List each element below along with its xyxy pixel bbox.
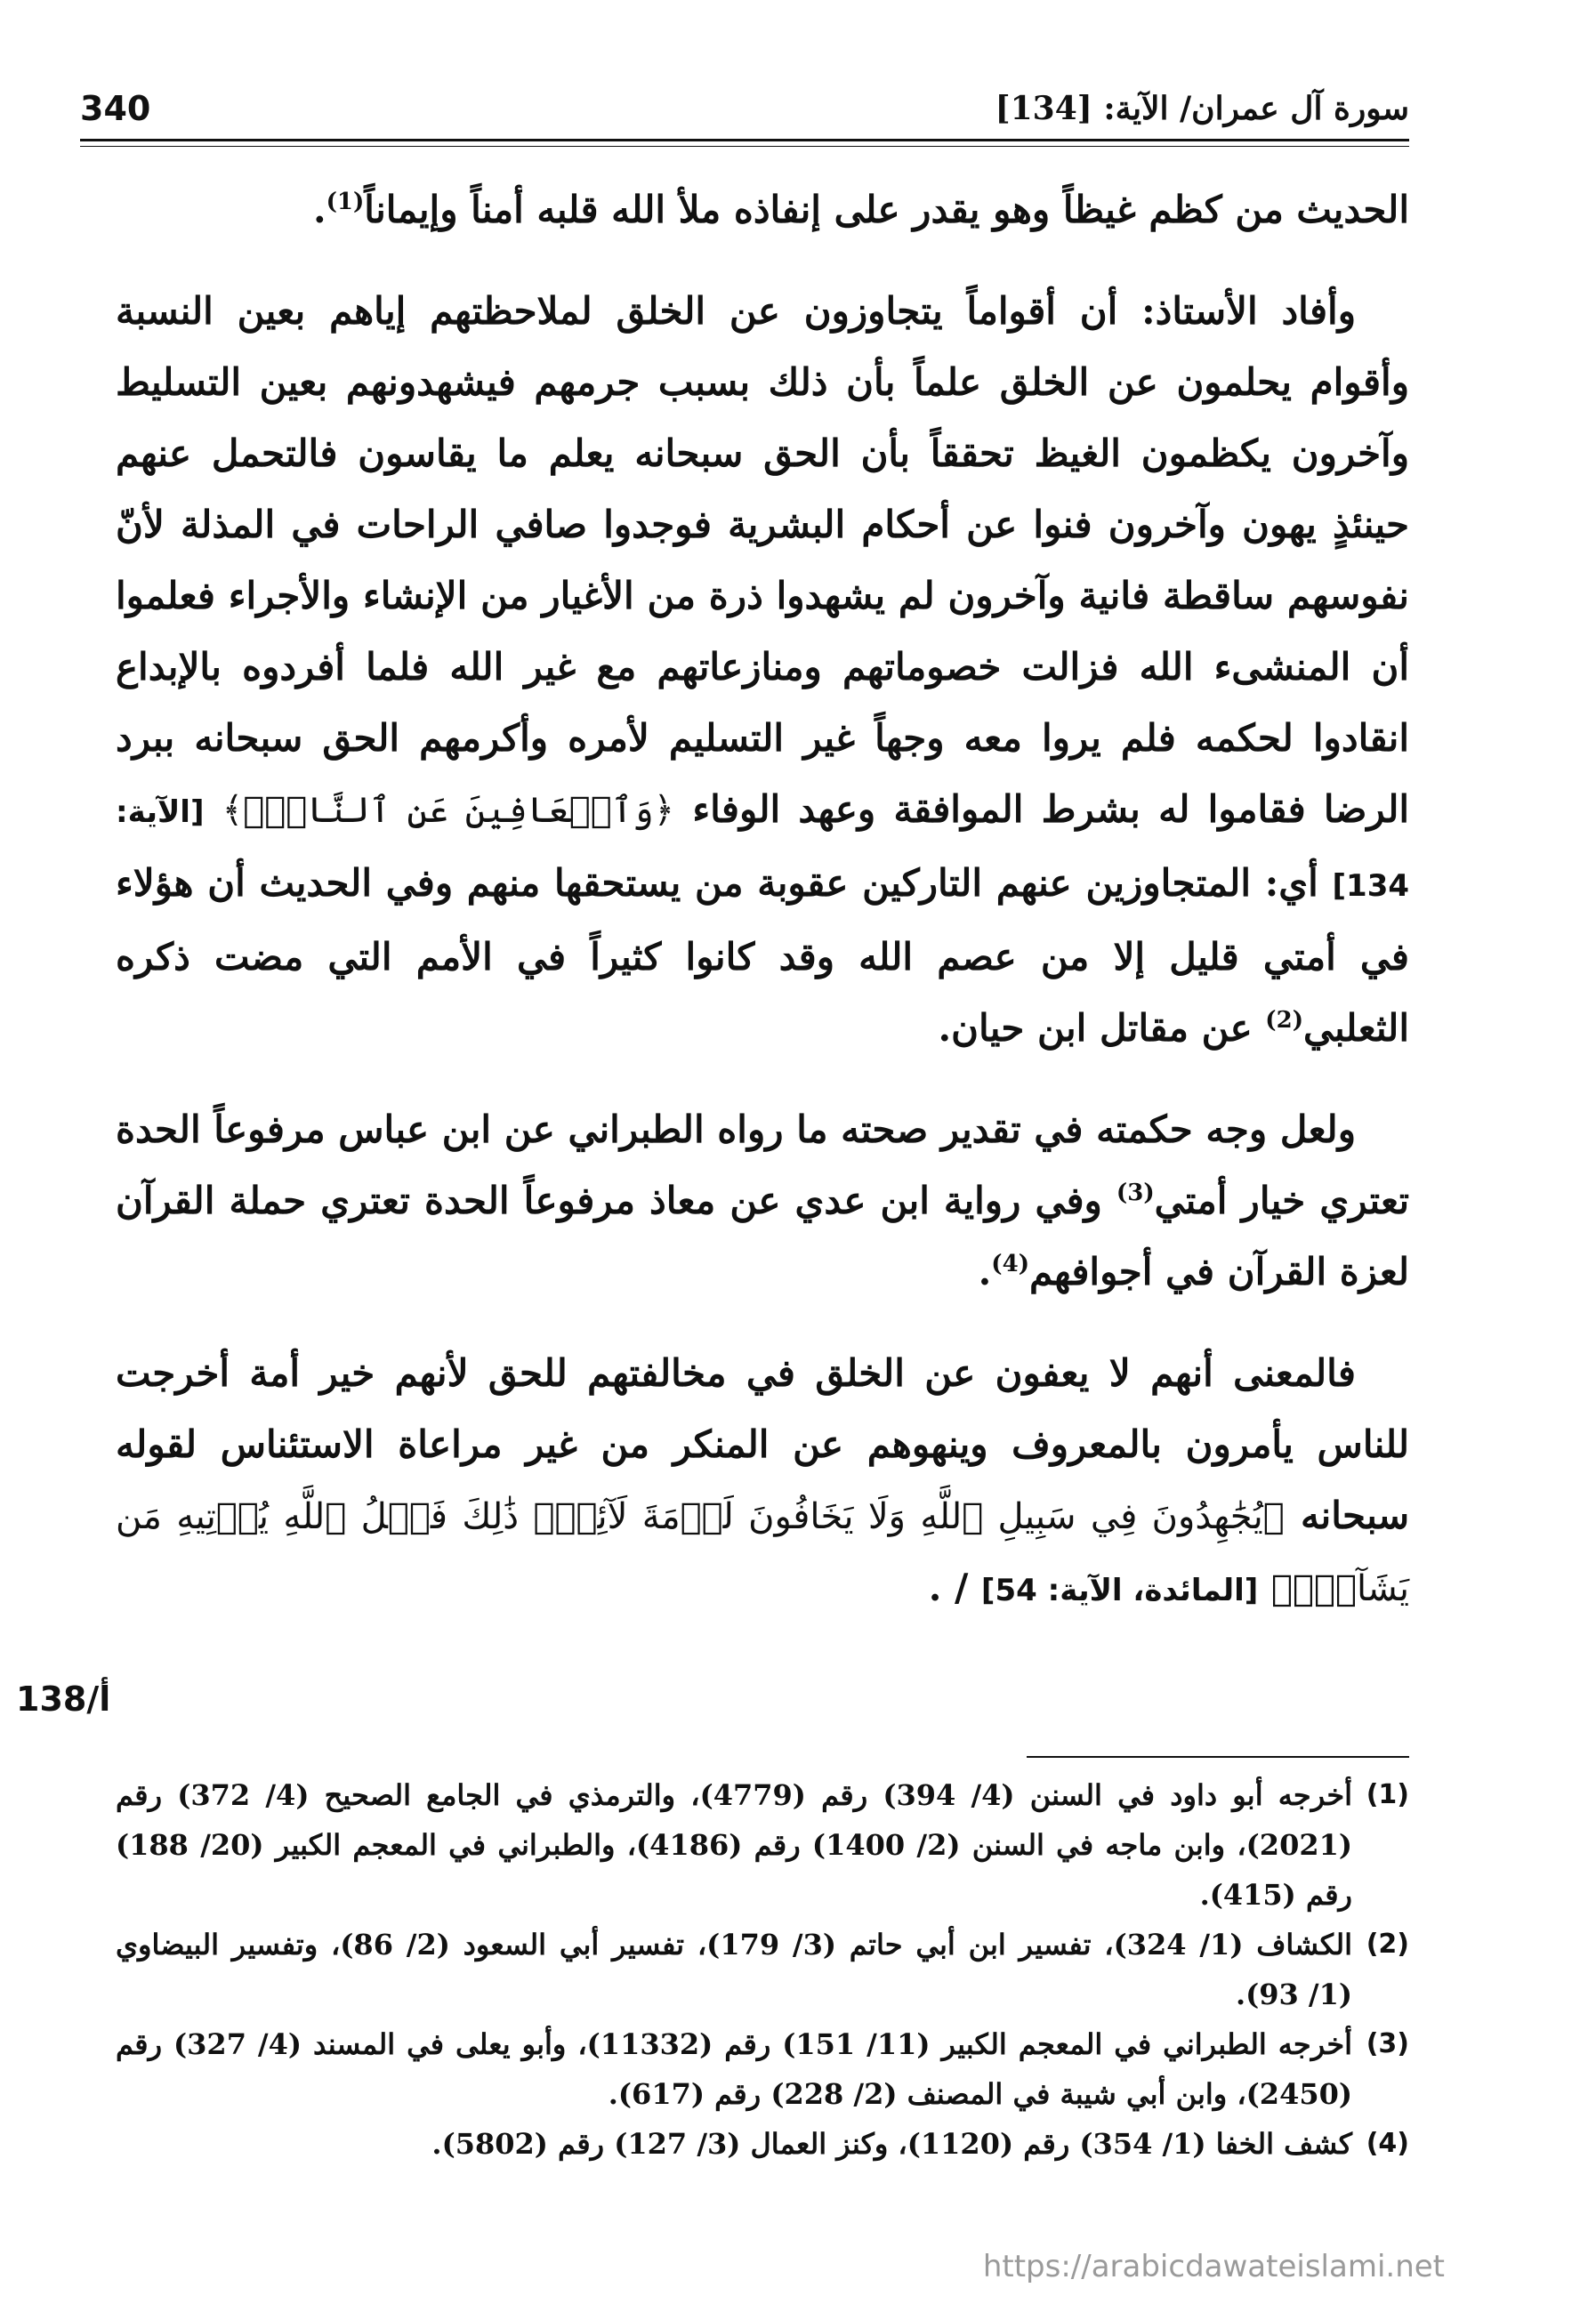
footnote-number: (3) bbox=[1366, 2028, 1409, 2059]
paragraph-3-end: . bbox=[978, 1250, 992, 1293]
header-rule bbox=[80, 139, 1409, 141]
paragraph-1-end: . bbox=[312, 188, 326, 231]
quran-verse-1: ﴿وَٱلۡعَافِينَ عَنِ ٱلنَّاسِۗ﴾ bbox=[222, 790, 675, 831]
page-header bbox=[80, 82, 1409, 135]
footnote-item bbox=[116, 1770, 1409, 1920]
paragraph-2-end: عن مقاتل ابن حيان. bbox=[938, 1006, 1253, 1050]
header-rule-thin bbox=[80, 146, 1409, 147]
paragraph-4-text-before: فالمعنى أنهم لا يعفون عن الخلق في مخالفتهم للحق لأنهم خير أمة أخرجت للناس يأمرون بالمعروف وينهوهم عن المنكر من غير مراعاة الاستئناس لقوله سبحانه bbox=[116, 1351, 1410, 1537]
paragraph-3 bbox=[116, 1094, 1409, 1308]
footnotes bbox=[116, 1770, 1409, 2169]
footnote-item bbox=[116, 2019, 1409, 2119]
paragraph-3-text-before: ولعل وجه حكمته في تقدير صحته ما رواه الطبراني عن ابن عباس مرفوعاً الحدة تعتري خيار أمتي bbox=[116, 1108, 1410, 1222]
page-number: 340 bbox=[80, 89, 151, 128]
paragraph-1 bbox=[116, 174, 1409, 246]
manuscript-folio-marker: 138/أ bbox=[16, 1680, 111, 1719]
paragraph-4 bbox=[116, 1338, 1409, 1626]
paragraph-3-text-mid: وفي رواية ابن عدي عن معاذ مرفوعاً الحدة تعتري حملة القرآن لعزة القرآن في أجوافهم bbox=[116, 1179, 1409, 1293]
quran-verse-2: ﴿يُجَٰهِدُونَ فِي سَبِيلِ ٱللَّهِ وَلَا يَخَافُونَ لَوۡمَةَ لَآئِمٖۚ ذَٰلِكَ فَضۡلُ ٱللَّهِ يُؤۡتِيهِ مَن يَشَآءُۚ﴾ bbox=[116, 1496, 1409, 1609]
footnote-ref-4: (4) bbox=[991, 1251, 1030, 1277]
footnote-ref-3: (3) bbox=[1116, 1180, 1155, 1206]
footnote-ref-1: (1) bbox=[326, 189, 365, 215]
footnote-number: (4) bbox=[1366, 2128, 1409, 2159]
footnote-separator bbox=[1027, 1756, 1409, 1758]
footnote-text: أخرجه الطبراني في المعجم الكبير (11/ 151) رقم (11332)، وأبو يعلى في المسند (4/ 327) رقم (2450)، وابن أبي شيبة في المصنف (2/ 228) رقم (617). bbox=[116, 2027, 1353, 2111]
paragraph-4-end: / . bbox=[928, 1566, 969, 1609]
footnote-text: كشف الخفا (1/ 354) رقم (1120)، وكنز العمال (3/ 127) رقم (5802). bbox=[431, 2127, 1352, 2161]
footnote-item bbox=[116, 2119, 1409, 2169]
paragraph-2 bbox=[116, 276, 1409, 1064]
footnote-text: الكشاف (1/ 324)، تفسير ابن أبي حاتم (3/ 179)، تفسير أبي السعود (2/ 86)، وتفسير البيضاوي (1/ 93). bbox=[116, 1928, 1353, 2011]
paragraph-2-text-after: أي: المتجاوزين عنهم التاركين عقوبة من يستحقها منهم وفي الحديث أن هؤلاء في أمتي قليل إلا من عصم الله وقد كانوا كثيراً في الأمم التي مضت ذكره الثعلبي bbox=[116, 861, 1409, 1050]
running-head: سورة آل عمران/ الآية: [134] bbox=[995, 90, 1409, 127]
watermark-url: https://arabicdawateislami.net bbox=[982, 2249, 1445, 2284]
footnote-number: (2) bbox=[1366, 1929, 1409, 1960]
footnote-item bbox=[116, 1920, 1409, 2019]
verse-ref-2: [المائدة، الآية: 54] bbox=[980, 1573, 1259, 1608]
footnote-ref-2: (2) bbox=[1265, 1007, 1303, 1034]
paragraph-2-text-before: وأفاد الأستاذ: أن أقواماً يتجاوزون عن الخلق لملاحظتهم إياهم بعين النسبة وأقوام يحلمون عن الخلق علماً بأن ذلك بسبب جرمهم فيشهدونهم بعين التسليط وآخرون يكظمون الغيظ تحققاً بأن الحق سبحانه يعلم ما يقاسون فالتحمل عنهم حينئذٍ يهون وآخرون فنوا عن أحكام البشرية فوجدوا صافي الراحات في المذلة لأنّ نفوسهم ساقطة فانية وآخرون لم يشهدوا ذرة من الأغيار من الإنشاء والأجراء فعلموا أن المنشىء الله فزالت خصوماتهم ومنازعاتهم مع غير الله فلما أفردوه بالإبداع انقادوا لحكمه فلم يروا معه وجهاً غير التسليم لأمره وأكرمهم الحق سبحانه ببرد الرضا فقاموا له بشرط الموافقة وعهد الوفاء bbox=[116, 289, 1410, 831]
body-text bbox=[116, 174, 1409, 1626]
footnote-number: (1) bbox=[1366, 1779, 1409, 1810]
paragraph-1-text: الحديث من كظم غيظاً وهو يقدر على إنفاذه ملأ الله قلبه أمناً وإيماناً bbox=[364, 188, 1409, 231]
footnote-text: أخرجه أبو داود في السنن (4/ 394) رقم (4779)، والترمذي في الجامع الصحيح (4/ 372) رقم (2021)، وابن ماجه في السنن (2/ 1400) رقم (4186)، والطبراني في المعجم الكبير (20/ 188) رقم (415). bbox=[116, 1778, 1353, 1912]
verse-ref-1: [الآية: 134] bbox=[116, 794, 1410, 904]
